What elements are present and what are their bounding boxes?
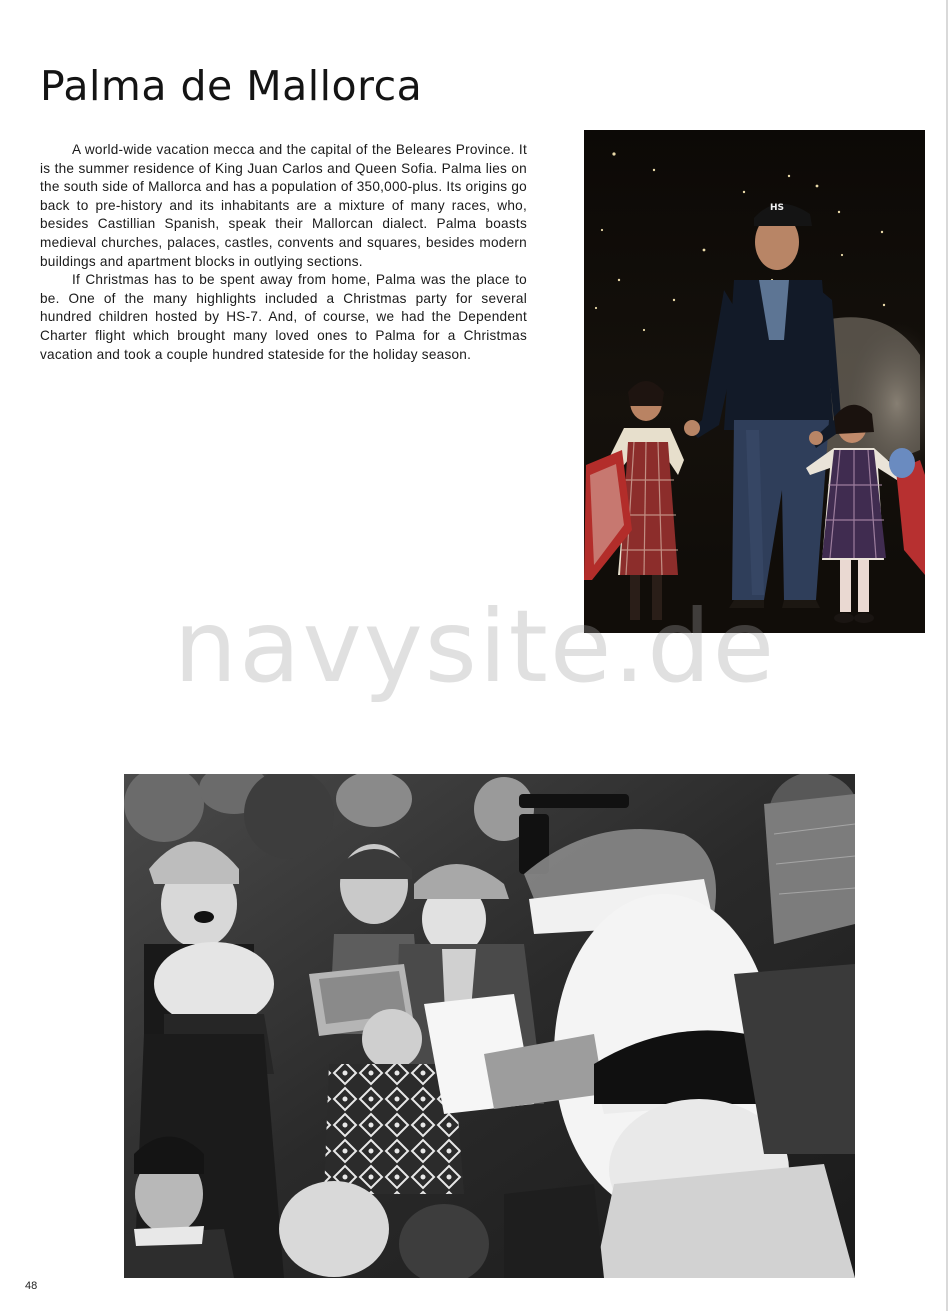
page-edge bbox=[946, 0, 948, 1311]
cap-letters: HS bbox=[770, 203, 785, 213]
paragraph-1: A world-wide vacation mecca and the capital of the Beleares Province. It is the summer residence of King Juan Carlos and Queen Sofia. Palma lies on the south side of Mallorca and has a population of 350,000-plus. Its origins go back to pre-history and its inhabitants are a mixture of many races, who, besides Castillian Spanish, speak their Mallorcan dialect. Palma boasts medieval churches, palaces, castles, convents and squares, besides modern buildings and apartment blocks in outlying sections. bbox=[40, 142, 527, 269]
article-body bbox=[40, 141, 527, 364]
watermark: navysite.de bbox=[173, 588, 777, 705]
page-number: 48 bbox=[25, 1280, 38, 1292]
paragraph-2: If Christmas has to be spent away from home, Palma was the place to be. One of the many highlights included a Christmas party for several hundred children hosted by HS-7. And, of course, we had the Dependent Charter flight which brought many loved ones to Palma for a Christmas vacation and took a couple hundred stateside for the holiday season. bbox=[40, 272, 527, 362]
photo-children-party-crowd bbox=[124, 774, 855, 1278]
photo-sailor-with-children bbox=[584, 130, 925, 633]
page-title: Palma de Mallorca bbox=[40, 62, 423, 110]
